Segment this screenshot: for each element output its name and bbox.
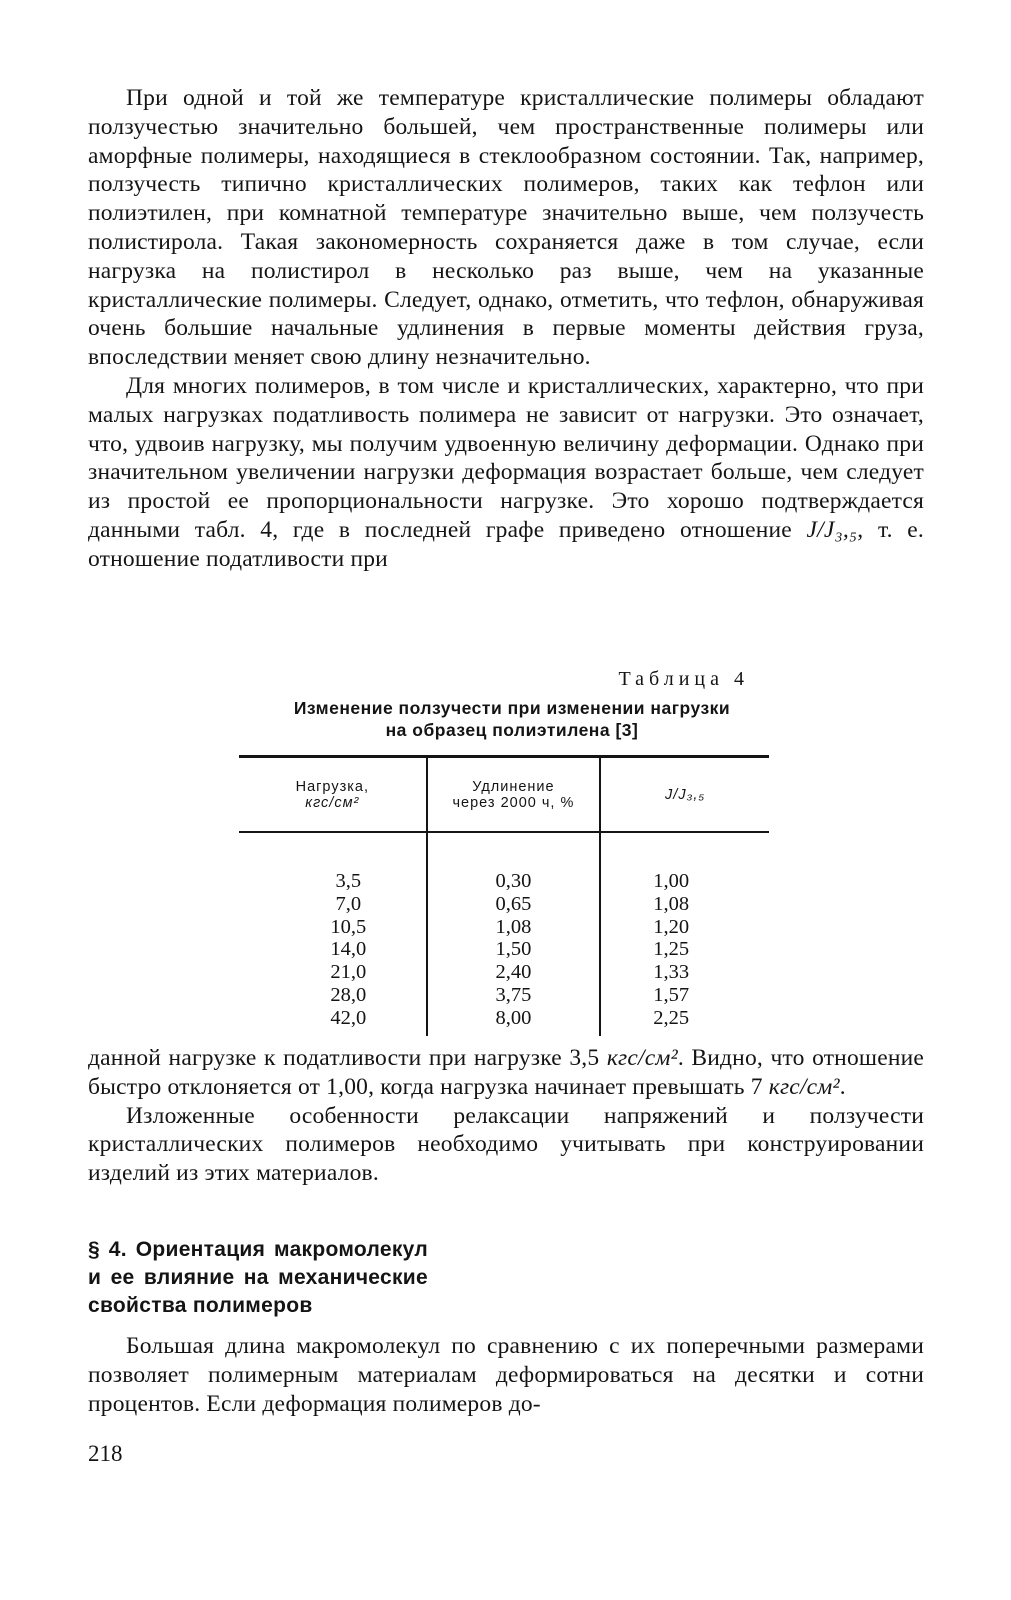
header-unit: кгс/см² <box>305 794 360 811</box>
paragraph <box>88 1044 924 1102</box>
table-cell: 28,0 <box>330 983 367 1006</box>
table-title <box>212 697 812 741</box>
paragraph-text: , т. е. отношение податливости при <box>88 516 924 572</box>
paragraph-text: данной нагрузке к податливости при нагрузке 3,5 <box>88 1045 600 1071</box>
paragraph-text: . <box>839 1073 846 1100</box>
column-ratio <box>599 833 769 1036</box>
table-label: Таблица 4 <box>618 668 749 690</box>
table-cell: 2,25 <box>653 1006 690 1029</box>
table-cell: 1,08 <box>653 892 690 915</box>
table-cell: 1,33 <box>653 961 690 984</box>
paragraph: Изложенные особенности релаксации напряжений и ползучести кристаллических полимеров необходимо учитывать при конструировании изделий из этих материалов. <box>88 1102 924 1187</box>
header-ratio <box>599 758 769 831</box>
header-text: Нагрузка, <box>295 778 369 795</box>
table-title-line: на образец полиэтилена [3] <box>385 720 639 740</box>
text-block-bottom <box>88 1332 924 1418</box>
text-block-top <box>88 84 924 574</box>
table-cell: 21,0 <box>330 961 367 984</box>
header-text: Удлинение <box>472 778 555 795</box>
table-cell: 0,30 <box>495 870 532 892</box>
table-cell: 2,40 <box>495 961 532 984</box>
table-cell: 14,0 <box>330 938 367 961</box>
table-header <box>239 758 769 833</box>
formula: J/J₃,₅ <box>806 516 858 543</box>
table-cell: 1,57 <box>653 983 690 1006</box>
paragraph <box>88 372 924 574</box>
table-cell: 10,5 <box>330 915 367 938</box>
header-elongation <box>426 758 600 831</box>
table-cell: 3,5 <box>335 870 362 892</box>
header-text: J/J₃,₅ <box>665 786 706 803</box>
table-cell: 1,50 <box>495 938 532 961</box>
paragraph-text: . Видно, что отношение быстро отклоняется от 1,00, когда нагрузка начинает превышать 7 <box>88 1045 925 1100</box>
paragraph-text: Для многих полимеров, в том числе и кристаллических, характерно, что при малых нагрузках податливость полимера не зависит от нагрузки. Это означает, что, удвоив нагрузку, мы получим удвоенную величину деформации. Однако при значительном увеличении нагрузки деформация возрастает больше, чем следует из простой ее пропорциональности нагрузке. Это хорошо подтверждается данными табл. 4, где в последней графе приведено отношение <box>88 372 924 543</box>
table-cell: 7,0 <box>335 892 362 915</box>
header-load <box>239 758 426 831</box>
section-heading: § 4. Ориентация макромолекул и ее влияние на механические свойства полимеров <box>88 1238 428 1317</box>
table-title-line: Изменение ползучести при изменении нагрузки <box>293 698 731 718</box>
table-cell: 42,0 <box>330 1006 367 1029</box>
paragraph: При одной и той же температуре кристаллические полимеры обладают ползучестью значительно большей, чем пространственные полимеры или аморфные полимеры, находящиеся в стеклообразном состоянии. Так, например, ползучесть типично кристаллических полимеров, таких как тефлон или полиэтилен, при комнатной температуре значительно выше, чем ползучесть полистирола. Такая закономерность сохраняется даже в том случае, если нагрузка на полистирол в несколько раз выше, чем на указанные кристаллические полимеры. Следует, однако, отметить, что тефлон, обнаруживая очень большие начальные удлинения в первые моменты действия груза, впоследствии меняет свою длину незначительно. <box>88 85 924 371</box>
column-load <box>239 833 426 1036</box>
table-cell: 1,25 <box>653 938 690 961</box>
table-cell: 1,00 <box>653 870 690 892</box>
table-cell: 1,08 <box>495 915 532 938</box>
unit: кгс/см² <box>606 1045 678 1071</box>
header-unit: через 2000 ч, % <box>452 794 575 811</box>
paragraph: Большая длина макромолекул по сравнению с их поперечными размерами позволяет полимерным материалам деформироваться на десятки и сотни процентов. Если деформация полимеров до- <box>88 1333 924 1417</box>
text-block-middle <box>88 1044 924 1188</box>
table-cell: 3,75 <box>495 983 532 1006</box>
column-elongation <box>426 833 600 1036</box>
unit: кгс/см² <box>768 1073 840 1100</box>
page-number: 218 <box>88 1441 123 1466</box>
table-body <box>239 833 769 1036</box>
table-cell: 8,00 <box>495 1006 532 1029</box>
table-cell: 0,65 <box>495 892 532 915</box>
table-cell: 1,20 <box>653 915 690 938</box>
data-table <box>239 755 769 1036</box>
